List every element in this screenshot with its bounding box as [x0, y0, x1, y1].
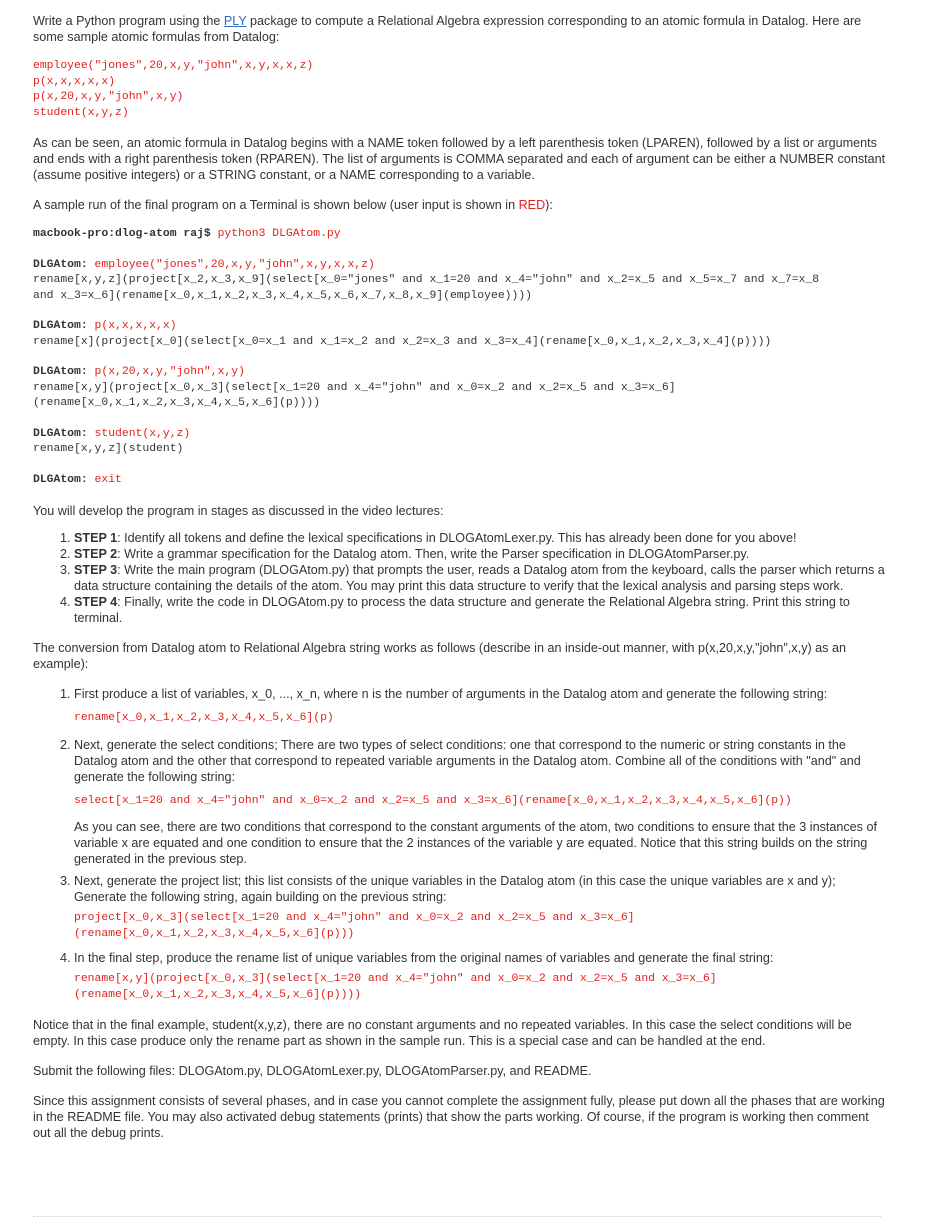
terminal-output-line: rename[x,y,z](project[x_2,x_3,x_9](select[x_0="jones" and x_1=20 and x_4="john" and x_2=x_5 and x_5=x_7 and x_7=x_8: [33, 274, 820, 286]
terminal-input-line: [33, 427, 888, 443]
assignment-document: [33, 13, 888, 1155]
terminal-output-line: (rename[x_0,x_1,x_2,x_3,x_4,x_5,x_6](p)))): [33, 397, 321, 409]
conversion-code: rename[x_0,x_1,x_2,x_3,x_4,x_5,x_6](p): [74, 712, 334, 724]
code-line: (rename[x_0,x_1,x_2,x_3,x_4,x_5,x_6](p))): [74, 927, 355, 940]
terminal-run-3: [33, 365, 888, 412]
terminal-input-line: [33, 258, 888, 274]
terminal-command-block: [33, 227, 888, 243]
step-label: STEP 3: [74, 563, 118, 577]
step-item: [74, 562, 888, 594]
user-input: employee("jones",20,x,y,"john",x,y,x,x,z): [94, 258, 375, 271]
conversion-code: [74, 911, 888, 942]
conversion-step-text: Next, generate the select conditions; There are two types of select conditions: one that correspond to the numeric or string constants in the Datalog atom and the other that correspond to repeated variable arguments in the Datalog atom. Combine all of the conditions with "and" and generate the following string:: [74, 737, 861, 784]
sample-run-text-2: ):: [545, 198, 553, 212]
sample-run-text: A sample run of the final program on a Terminal is shown below (user input is shown in: [33, 198, 519, 212]
sample-atom: p(x,20,x,y,"john",x,y): [33, 91, 184, 103]
shell-command: python3 DLGAtom.py: [217, 228, 341, 240]
conversion-code: [74, 972, 888, 1003]
code-line: (rename[x_0,x_1,x_2,x_3,x_4,x_5,x_6](p)))): [74, 988, 362, 1001]
sample-atom: employee("jones",20,x,y,"john",x,y,x,x,z): [33, 60, 314, 72]
step-label: STEP 2: [74, 547, 118, 561]
terminal-input-line: [33, 365, 888, 381]
conversion-step: [74, 686, 888, 727]
sample-atom: p(x,x,x,x,x): [33, 75, 116, 88]
conversion-step: [74, 950, 888, 1003]
step-text: : Finally, write the code in DLOGAtom.py to process the data structure and generate the Relational Algebra string. Print this string to terminal.: [74, 595, 850, 625]
step-label: STEP 1: [74, 531, 118, 545]
steps-list: [33, 530, 888, 626]
ply-link[interactable]: PLY: [223, 14, 247, 28]
intro-text: Write a Python program using the: [33, 14, 224, 28]
final-note: Notice that in the final example, student(x,y,z), there are no constant arguments and no repeated variables. In this case the select conditions will be empty. In this case produce only the rename part as shown in the sample run. This is a special case and can be handled at the end.: [33, 1018, 852, 1048]
terminal-output-line: rename[x](project[x_0](select[x_0=x_1 and x_1=x_2 and x_2=x_3 and x_3=x_4](rename[x_0,x_1,x_2,x_3,x_4](p)))): [33, 335, 772, 348]
terminal-output-line: and x_3=x_6](rename[x_0,x_1,x_2,x_3,x_4,x_5,x_6,x_7,x_8,x_9](employee)))): [33, 289, 532, 302]
terminal-input-line: [33, 473, 888, 489]
red-word: RED: [518, 198, 546, 212]
user-input: p(x,20,x,y,"john",x,y): [94, 366, 245, 378]
dlgatom-prompt: DLGAtom:: [33, 427, 95, 440]
terminal-command-line: [33, 227, 888, 243]
stages-intro: You will develop the program in stages as discussed in the video lectures:: [33, 504, 444, 518]
dlgatom-prompt: DLGAtom:: [33, 473, 95, 486]
sample-atom: student(x,y,z): [33, 106, 129, 119]
conversion-intro: The conversion from Datalog atom to Relational Algebra string works as follows (describe in an inside-out manner, with p(x,20,x,y,"john",x,y) as an example):: [33, 641, 846, 671]
terminal-output-line: rename[x,y](project[x_0,x_3](select[x_1=20 and x_4="john" and x_0=x_2 and x_2=x_5 and x_3=x_6]: [33, 381, 676, 394]
dlgatom-prompt: DLGAtom:: [33, 366, 95, 378]
user-input: p(x,x,x,x,x): [94, 320, 177, 332]
footer-divider: [33, 1216, 881, 1217]
terminal-input-line: [33, 319, 888, 335]
sample-atoms-code: [33, 59, 888, 121]
dlgatom-prompt: DLGAtom:: [33, 258, 95, 271]
terminal-output-line: rename[x,y,z](student): [33, 443, 184, 455]
step-item: [74, 546, 888, 562]
step-text: : Identify all tokens and define the lexical specifications in DLOGAtomLexer.py. This has already been done for you above!: [117, 531, 797, 545]
terminal-exit: [33, 473, 888, 489]
code-line: rename[x,y](project[x_0,x_3](select[x_1=20 and x_4="john" and x_0=x_2 and x_2=x_5 and x_3=x_6]: [74, 973, 717, 985]
intro-paragraph: [33, 13, 888, 45]
conversion-code: select[x_1=20 and x_4="john" and x_0=x_2 and x_2=x_5 and x_3=x_6](rename[x_0,x_1,x_2,x_3,x_4,x_5,x_6](p)): [74, 794, 792, 807]
conversion-steps-list: [33, 686, 888, 1003]
closing-paragraph: Since this assignment consists of several phases, and in case you cannot complete the assignment fully, please put down all the phases that are working in the README file. You may also activated debug statements (prints) that show the parts working. Of course, if the program is working then comment out all the debug prints.: [33, 1094, 885, 1140]
step-label: STEP 4: [74, 595, 118, 609]
user-input: exit: [94, 473, 122, 486]
conversion-step-text: Next, generate the project list; this list consists of the unique variables in the Datalog atom (in this case the unique variables are x and y); Generate the following string, again building on the previous string:: [74, 874, 836, 904]
conversion-step: [74, 737, 888, 868]
conversion-step-text: In the final step, produce the rename list of unique variables from the original names of variables and generate the final string:: [74, 951, 774, 965]
intro-text-2: package to compute a Relational Algebra expression corresponding to an atomic formula in Datalog. Here are some sample atomic formulas from Datalog:: [33, 14, 862, 44]
terminal-run-4: [33, 427, 888, 458]
submit-paragraph: Submit the following files: DLOGAtom.py, DLOGAtomLexer.py, DLOGAtomParser.py, and README.: [33, 1064, 592, 1078]
sample-run-paragraph: [33, 197, 888, 213]
step-text: : Write the main program (DLOGAtom.py) that prompts the user, reads a Datalog atom from the keyboard, calls the parser which returns a data structure containing the details of the atom. You may print this data structure to verify that the lexical analysis and parsing steps work.: [74, 563, 885, 593]
step-item: [74, 594, 888, 626]
dlgatom-prompt: DLGAtom:: [33, 320, 95, 332]
terminal-run-1: [33, 258, 888, 305]
conversion-step-text: First produce a list of variables, x_0, ..., x_n, where n is the number of arguments in the Datalog atom and generate the following string:: [74, 687, 828, 701]
step-text: : Write a grammar specification for the Datalog atom. Then, write the Parser specification in DLOGAtomParser.py.: [117, 547, 750, 561]
user-input: student(x,y,z): [94, 427, 191, 440]
terminal-run-2: [33, 319, 888, 350]
step-item: [74, 530, 888, 546]
description-paragraph: As can be seen, an atomic formula in Datalog begins with a NAME token followed by a left parenthesis token (LPAREN), followed by a list or arguments and ends with a right parenthesis token (RPAREN). The list of arguments is COMMA separated and each of argument can be either a NUMBER constant (assume positive integers) or a STRING constant, or a NAME corresponding to a variable.: [33, 136, 886, 182]
code-line: project[x_0,x_3](select[x_1=20 and x_4="john" and x_0=x_2 and x_2=x_5 and x_3=x_6]: [74, 912, 635, 924]
shell-prompt: macbook-pro:dlog-atom raj$: [33, 228, 218, 240]
conversion-note: As you can see, there are two conditions that correspond to the constant arguments of the atom, two conditions to ensure that the 3 instances of variable x are equated and one condition to ensure that the 2 instances of the variable y are equated. Notice that this string builds on the string generated in the previous step.: [74, 820, 877, 866]
conversion-step: [74, 873, 888, 942]
